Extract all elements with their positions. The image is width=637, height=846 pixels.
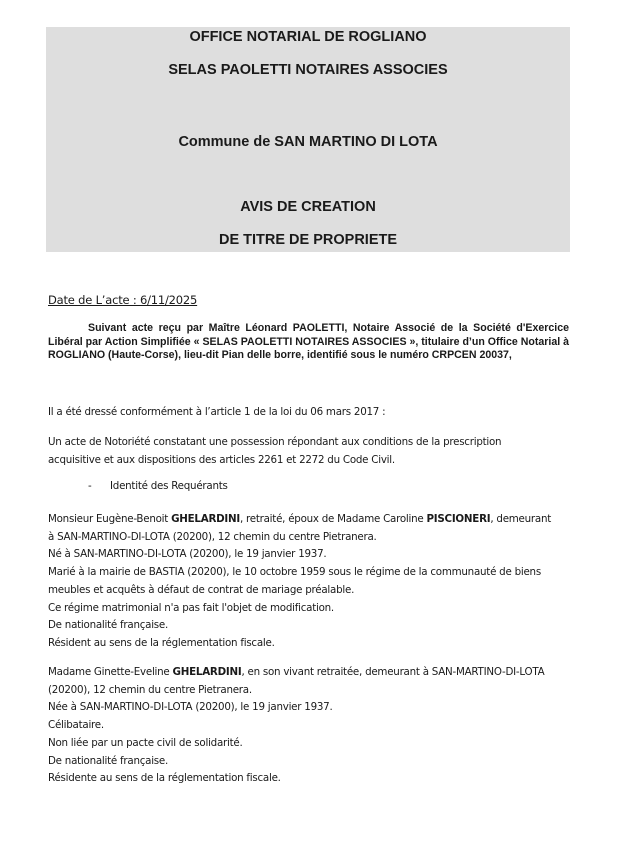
act-date: Date de L’acte : 6/11/2025	[48, 293, 198, 307]
header-box	[46, 27, 570, 252]
requerant-1-mid: , retraité, époux de Madame Caroline	[239, 513, 427, 525]
requerant-1-surname: GHELARDINI	[171, 513, 240, 525]
requerant-1-intro	[48, 511, 551, 529]
requerant-2-line: Non liée par un pacte civil de solidarité.	[48, 736, 243, 749]
intro-paragraph: Suivant acte reçu par Maître Léonard PAOLETTI, Notaire Associé de la Société d'Exercice Libéral par Action Simplifiée « SELAS PAOLETTI NOTAIRES ASSOCIES », titulaire d’un Office Notarial à ROGLIANO (Haute-Corse), lieu-dit Pian delle borre, identifié sous le numéro CRPCEN 20037,	[48, 322, 569, 361]
requerant-2-line: Née à SAN-MARTINO-DI-LOTA (20200), le 19 janvier 1937.	[48, 701, 333, 714]
requerant-2-line: Célibataire.	[48, 719, 104, 732]
requerant-2-suffix: , en son vivant retraitée, demeurant à SAN-MARTINO-DI-LOTA	[241, 666, 545, 678]
requerant-1-block	[48, 511, 551, 653]
notice-title-line2: DE TITRE DE PROPRIETE	[218, 232, 398, 248]
dash-bullet: -	[88, 480, 92, 492]
requerant-1-line: meubles et acquêts à défaut de contrat de mariage préalable.	[48, 583, 355, 596]
notoriety-line-2: acquisitive et aux dispositions des articles 2261 et 2272 du Code Civil.	[48, 453, 395, 466]
requerant-1-line: Né à SAN-MARTINO-DI-LOTA (20200), le 19 janvier 1937.	[48, 548, 327, 561]
requerant-1-line: Ce régime matrimonial n'a pas fait l'objet de modification.	[48, 601, 334, 614]
notoriety-paragraph	[48, 434, 501, 469]
commune-name: Commune de SAN MARTINO DI LOTA	[178, 134, 438, 150]
notoriety-line-1: Un acte de Notoriété constatant une possession répondant aux conditions de la prescription	[48, 436, 502, 448]
requerant-2-surname: GHELARDINI	[172, 666, 242, 678]
requerant-2-line: Résidente au sens de la réglementation fiscale.	[48, 772, 281, 785]
section-title: Identité des Requérants	[110, 480, 228, 492]
requerant-1-line: Résident au sens de la réglementation fiscale.	[48, 636, 275, 649]
firm-name: SELAS PAOLETTI NOTAIRES ASSOCIES	[168, 62, 448, 78]
requerant-1-spouse-surname: PISCIONERI	[426, 513, 491, 525]
requerant-2-line: De nationalité française.	[48, 754, 169, 767]
requerant-1-suffix: , demeurant	[490, 513, 552, 525]
requerant-2-line: (20200), 12 chemin du centre Pietranera.	[48, 683, 252, 696]
requerant-1-prefix: Monsieur Eugène-Benoit	[48, 513, 172, 525]
requerant-2-intro	[48, 664, 544, 682]
section-heading-requerants	[88, 480, 228, 492]
requerant-1-line: De nationalité française.	[48, 619, 169, 632]
office-name: OFFICE NOTARIAL DE ROGLIANO	[189, 29, 427, 45]
requerant-2-block	[48, 664, 544, 788]
requerant-1-line: Marié à la mairie de BASTIA (20200), le 10 octobre 1959 sous le régime de la communauté de biens	[48, 566, 541, 579]
requerant-1-line: à SAN-MARTINO-DI-LOTA (20200), 12 chemin du centre Pietranera.	[48, 530, 377, 543]
notice-title-line1: AVIS DE CREATION	[240, 199, 376, 215]
statement-line: Il a été dressé conformément à l’article 1 de la loi du 06 mars 2017 :	[48, 406, 386, 418]
requerant-2-prefix: Madame Ginette-Eveline	[48, 666, 173, 678]
